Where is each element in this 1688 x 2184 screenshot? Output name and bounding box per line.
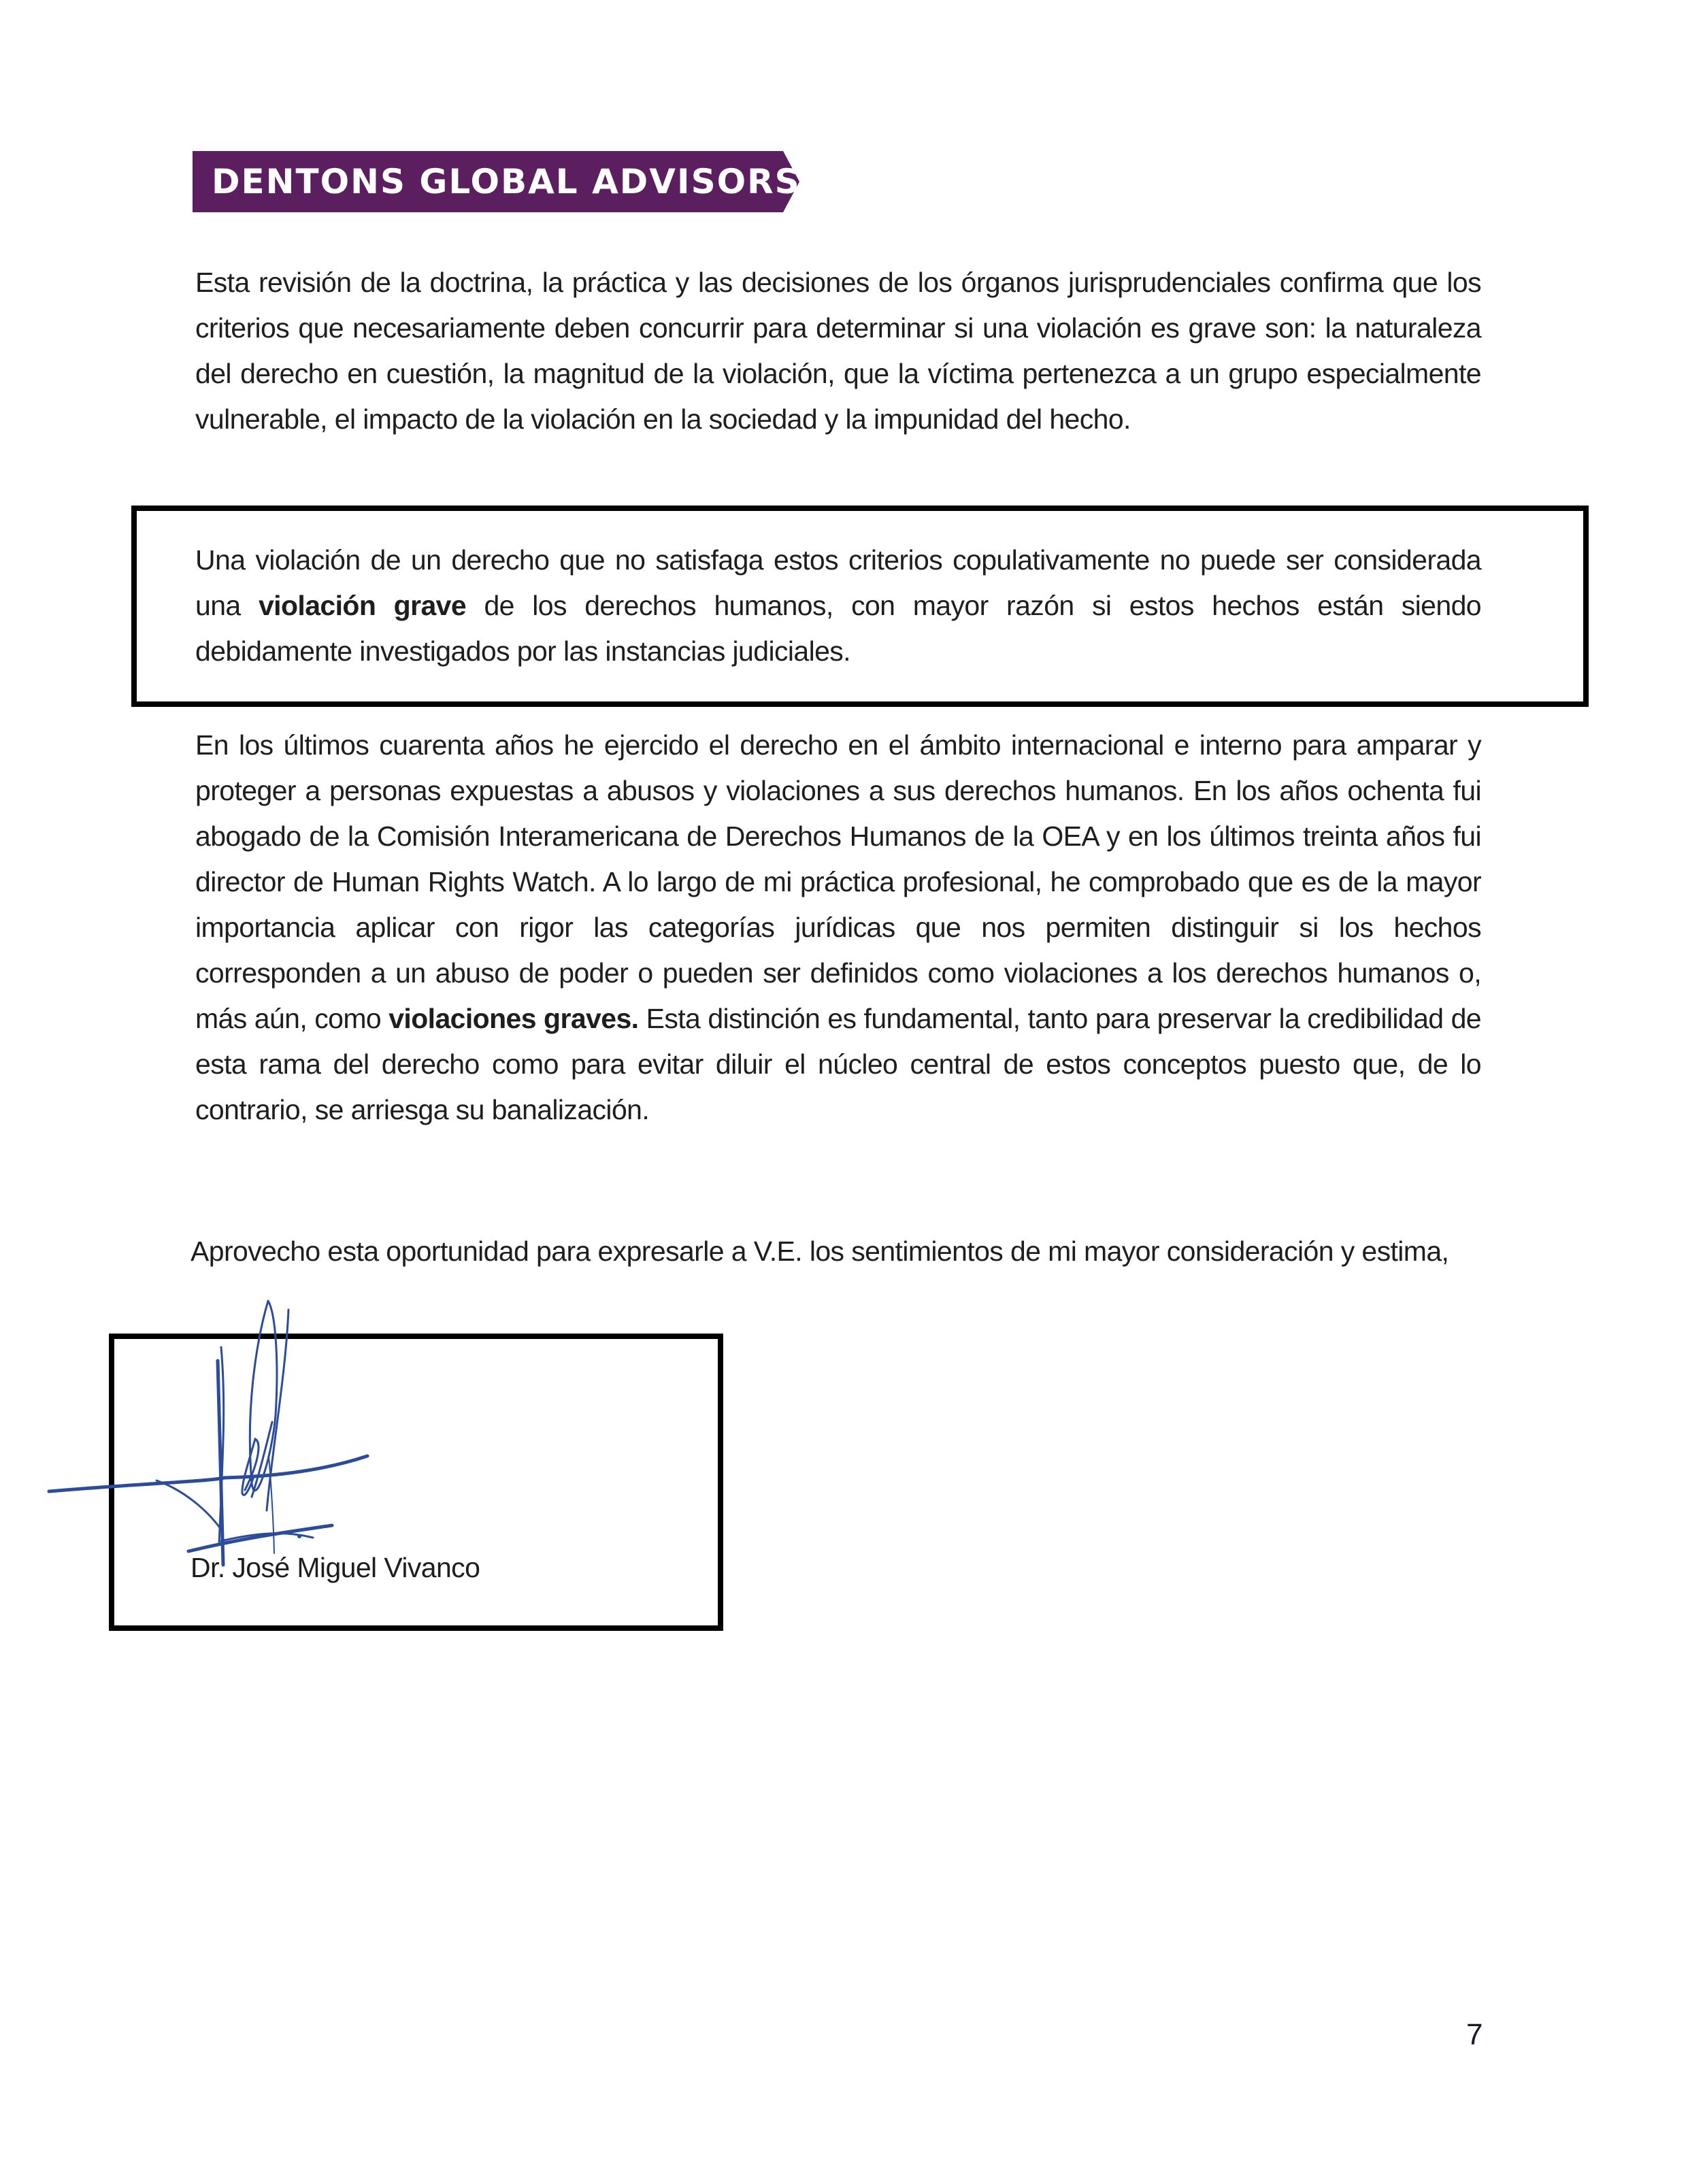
boxed-text-end: de los derechos humanos, con mayor razón si estos hechos están siendo debidamente investigados por las instancias judiciales.	[195, 590, 1481, 667]
boxed-paragraph	[195, 537, 1481, 674]
boxed-bold-term: violación grave	[258, 590, 467, 621]
signature-stroke	[156, 1480, 221, 1529]
signature-strokes	[49, 1301, 367, 1565]
page-number: 7	[1466, 2018, 1483, 2051]
experience-text-start: En los últimos cuarenta años he ejercido el derecho en el ámbito internacional e interno para amparar y proteger a personas expuestas a abusos y violaciones a sus derechos humanos. En los años ochenta fui abogado de la Comisión Interamericana de Derechos Humanos de la OEA y en los últimos treinta años fui director de Human Rights Watch. A lo largo de mi práctica profesional, he comprobado que es de la mayor importancia aplicar con rigor las categorías jurídicas que nos permiten distinguir si los hechos corresponden a un abuso de poder o pueden ser definidos como violaciones a los derechos humanos o, más aún, como	[195, 729, 1481, 1034]
logo-text: DENTONS GLOBAL ADVISORS	[212, 162, 801, 201]
signature-stroke	[49, 1456, 367, 1491]
signatory-name: Dr. José Miguel Vivanco	[191, 1552, 480, 1583]
signature-dot	[297, 1534, 301, 1538]
dentons-logo-banner	[193, 151, 801, 212]
signature-stroke	[188, 1525, 332, 1551]
paragraph-criteria: Esta revisión de la doctrina, la práctica y las decisiones de los órganos jurisprudenciales confirma que los criterios que necesariamente deben concurrir para determinar si una violación es grave son: la naturaleza del derecho en cuestión, la magnitud de la violación, que la víctima pertenezca a un grupo especialmente vulnerable, el impacto de la violación en la sociedad y la impunidad del hecho.	[195, 267, 1481, 435]
boxed-text-start: Una violación de un derecho que no satisfaga estos criterios copulativamente no puede ser considerada una	[195, 544, 1481, 621]
experience-bold-term: violaciones graves.	[388, 1003, 639, 1034]
paragraph-experience	[195, 723, 1481, 1133]
closing-line: Aprovecho esta oportunidad para expresarle a V.E. los sentimientos de mi mayor consideración y estima,	[191, 1236, 1449, 1267]
experience-text-end: Esta distinción es fundamental, tanto para preservar la credibilidad de esta rama del derecho como para evitar diluir el núcleo central de estos conceptos puesto que, de lo contrario, se arriesga su banalización.	[195, 1003, 1481, 1125]
